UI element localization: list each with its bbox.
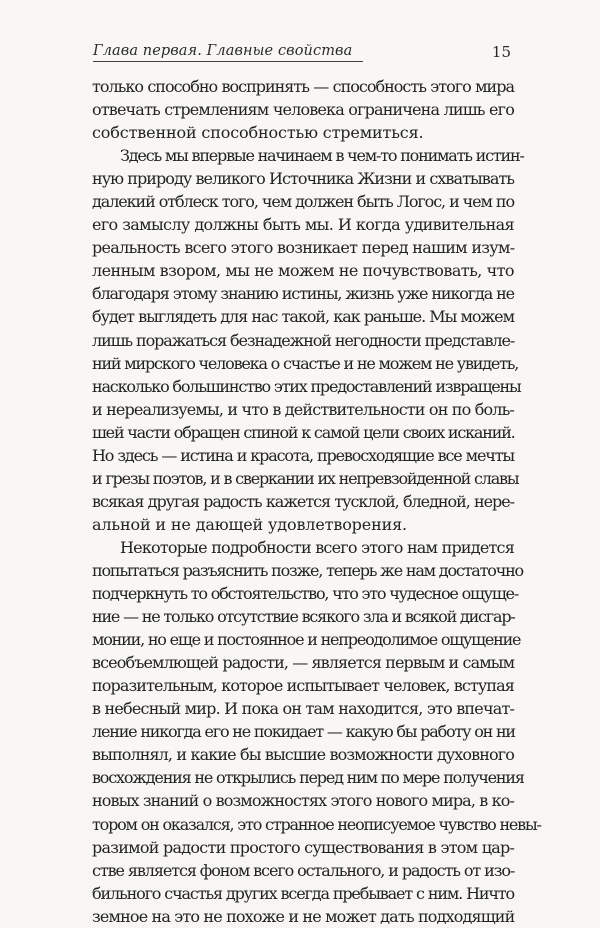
running-title: Глава первая. Главные свойства — [93, 43, 353, 59]
text-line: поразительным, которое испытывает человек, вступая — [92, 676, 514, 696]
text-line: его замыслу должны быть мы. И когда удивительная — [92, 215, 514, 235]
body-text — [92, 75, 541, 928]
text-line: собственной способностью стремиться. — [92, 123, 424, 143]
text-line: стве является фоном всего остального, и радость от изо- — [92, 860, 515, 880]
text-line: в небесный мир. И пока он там находится, это впечат- — [92, 699, 515, 719]
text-line: Но здесь — истина и красота, превосходящие все мечты — [92, 445, 514, 465]
text-line: попытаться разъяснить позже, теперь же нам достаточно — [92, 560, 523, 580]
text-line: восхождения не открылись перед ним по мере получения — [92, 768, 524, 788]
text-line: ление никогда его не покидает — какую бы работу он ни — [92, 722, 515, 742]
text-line: будет выглядеть для нас такой, как раньше. Мы можем — [92, 307, 514, 327]
text-line: монии, но еще и постоянное и непреодолимое ощущение — [92, 630, 521, 650]
text-line: выполнял, и какие бы высшие возможности духовного — [92, 745, 514, 765]
header-rule — [93, 61, 363, 62]
text-line: бильного счастья других всегда пребывает с ним. Ничто — [92, 883, 514, 903]
text-line: лишь поражаться безнадежной негодности представле- — [92, 330, 515, 350]
text-line: насколько большинство этих предоставлений извращены — [92, 376, 521, 396]
text-line: благодаря этому знанию истины, жизнь уже никогда не — [92, 284, 514, 304]
text-line: альной и не дающей удовлетворения. — [92, 514, 407, 534]
text-line: только способно воспринять — способность этого мира — [92, 77, 514, 96]
text-line: отвечать стремлениям человека ограничена лишь его — [92, 100, 514, 120]
text-line: всякая другая радость кажется тусклой, бледной, нере- — [92, 491, 514, 511]
text-line: новых знаний о возможностях этого нового мира, в ко- — [92, 791, 514, 811]
text-line: шей части обращен спиной к самой цели своих исканий. — [92, 422, 515, 442]
text-line: реальность всего этого возникает перед нашим изум- — [92, 238, 515, 258]
text-line: Некоторые подробности всего этого нам придется — [120, 537, 514, 557]
text-line: подчеркнуть то обстоятельство, что это чудесное ощуще- — [92, 584, 519, 604]
page-header — [93, 43, 511, 65]
text-line: всеобъемлющей радости, — является первым и самым — [92, 653, 515, 673]
text-line: ние — не только отсутствие всякого зла и всякой дисгар- — [92, 607, 515, 627]
text-line: разимой радости простого существования в этом цар- — [92, 837, 515, 857]
text-line: Здесь мы впервые начинаем в чем-то понимать истин- — [120, 146, 524, 166]
text-line: далекий отблеск того, чем должен быть Логос, и чем по — [92, 192, 514, 212]
text-line: ленным взором, мы не можем не почувствовать, что — [92, 261, 514, 281]
text-line: земное на это не похоже и не может дать подходящий — [92, 906, 515, 926]
text-line: ную природу великого Источника Жизни и схватывать — [92, 169, 515, 189]
page-number: 15 — [491, 43, 511, 61]
text-line: тором он оказался, это странное неописуемое чувство невы- — [92, 814, 541, 834]
text-line: и грезы поэтов, и в сверкании их непревзойденной славы — [92, 468, 519, 488]
text-line: и нереализуемы, и что в действительности он по боль- — [92, 399, 514, 419]
text-line: ний мирского человека о счастье и не можем не увидеть, — [92, 353, 519, 373]
